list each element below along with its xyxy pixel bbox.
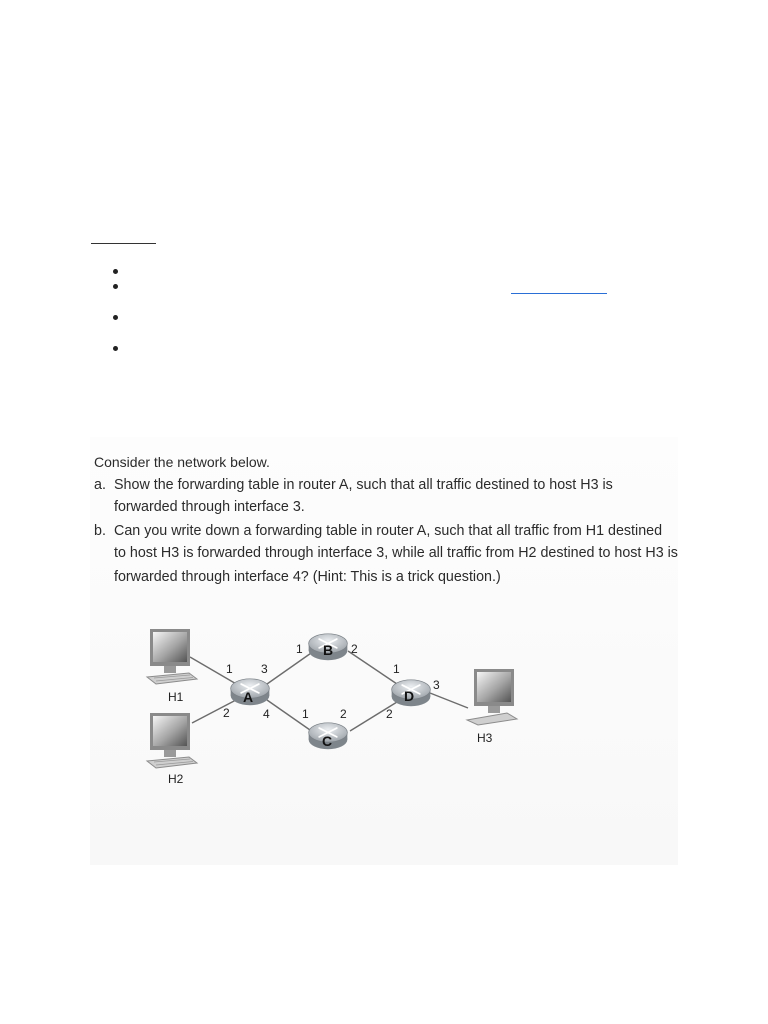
interface-label: 2: [386, 707, 393, 721]
host-h2-icon: [147, 713, 197, 768]
question-text: to host H3 is forwarded through interface 3, while all traffic from H2 destined to host H3 is: [114, 545, 678, 561]
host-h3-label: H3: [477, 731, 493, 745]
interface-label: 1: [226, 662, 233, 676]
router-c-label: C: [321, 733, 333, 749]
interface-label: 1: [302, 707, 309, 721]
host-h2-label: H2: [168, 772, 184, 786]
interface-label: 2: [340, 707, 347, 721]
router-a-label: A: [242, 689, 254, 705]
question-letter: a.: [94, 477, 106, 493]
router-b-label: B: [322, 642, 334, 658]
interface-label: 1: [296, 642, 303, 656]
interface-label: 4: [263, 707, 270, 721]
question-letter: b.: [94, 523, 106, 539]
question-text: Show the forwarding table in router A, such that all traffic destined to host H3 is: [114, 477, 613, 493]
host-h1-icon: [147, 629, 197, 684]
link-d-h3: [430, 693, 468, 708]
question-text: forwarded through interface 4? (Hint: This is a trick question.): [114, 569, 501, 585]
host-h1-label: H1: [168, 690, 184, 704]
interface-label: 3: [433, 678, 440, 692]
link-a-b: [267, 651, 314, 684]
interface-label: 2: [223, 706, 230, 720]
interface-label: 3: [261, 662, 268, 676]
problem-intro: Consider the network below.: [94, 454, 270, 470]
interface-label: 1: [393, 662, 400, 676]
router-d-label: D: [403, 688, 415, 704]
host-h3-icon: [467, 669, 517, 725]
question-text: forwarded through interface 3.: [114, 499, 305, 515]
question-text: Can you write down a forwarding table in router A, such that all traffic from H1 destined: [114, 523, 663, 539]
interface-label: 2: [351, 642, 358, 656]
